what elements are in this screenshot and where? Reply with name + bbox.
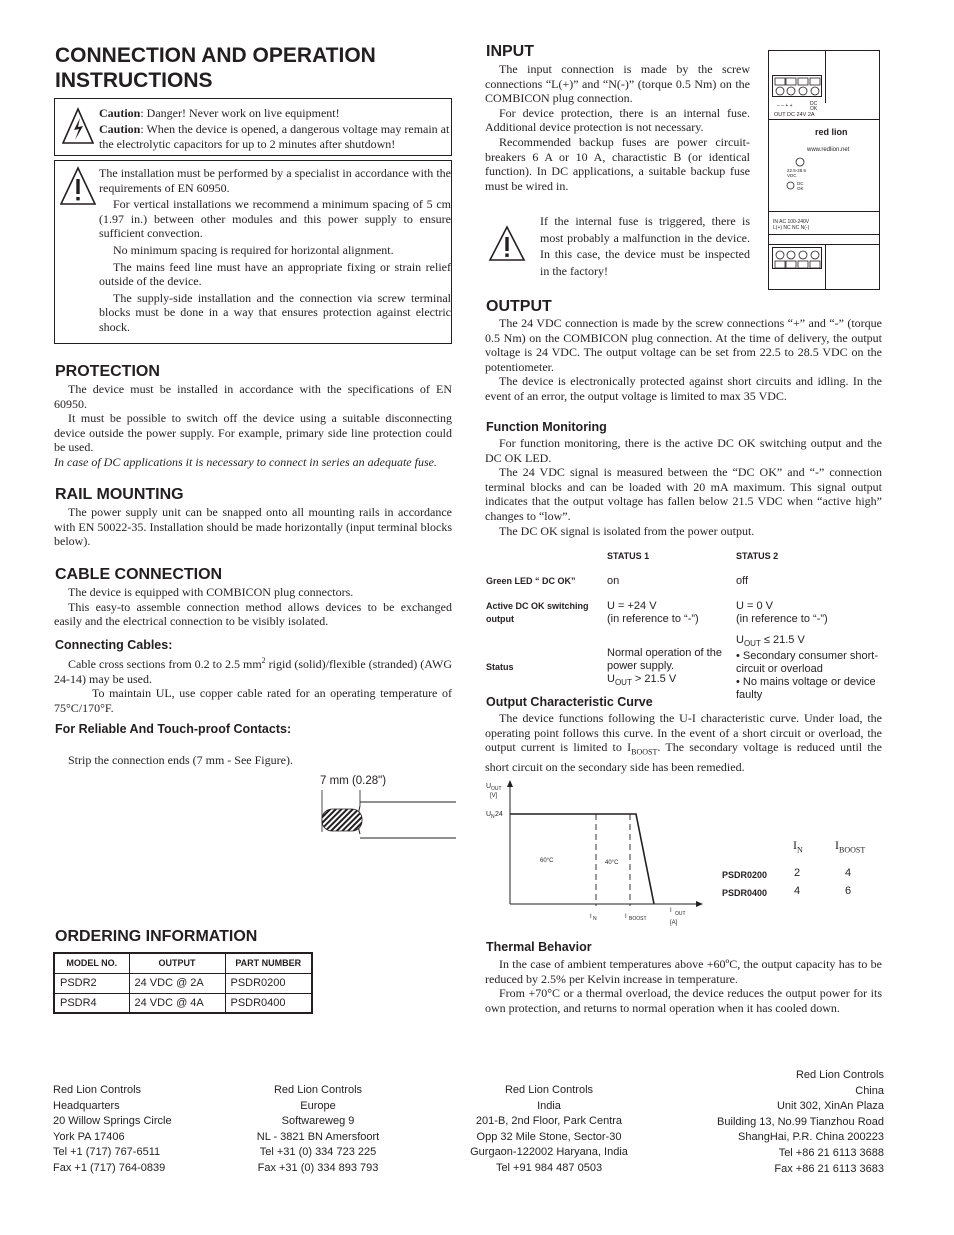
protection-text: The device must be installed in accordance with the specifications of EN 60950. It must be possible to switch off the device using a suitable disconnecting device outside the power supply. For example, primary side line protection could be used. In case of DC applications it is necessary to connect in series an adequate fuse. bbox=[54, 382, 452, 469]
fuse-warning-icon bbox=[488, 225, 526, 263]
ui-curve bbox=[510, 814, 654, 904]
status-table: STATUS 1 STATUS 2 Green LED “ DC OK” on off Active DC OK switching output U = +24 V (in reference to “-”) U = 0 V (in reference to “-”) Status Normal operation of the power supply. $U_{OUT} > 21.5$ V $U_{OUT} \le 21.5$ V • Secondary consumer short-circuit or overload • No mains voltage or device faulty bbox=[486, 549, 882, 704]
output-rating-label: OUT DC 24V 2A bbox=[774, 112, 815, 118]
svg-text:N: N bbox=[593, 916, 597, 922]
in-header: $I_N$ bbox=[793, 838, 803, 855]
connecting-cables-heading: Connecting Cables: bbox=[55, 638, 173, 652]
thermal-heading: Thermal Behavior bbox=[486, 940, 592, 954]
x-axis-label: I bbox=[670, 908, 672, 914]
table-row: Active DC OK switching output U = +24 V (in reference to “-”) U = 0 V (in reference to “-”) bbox=[486, 599, 828, 625]
table-row: PSDR2 24 VDC @ 2A PSDR0200 bbox=[54, 973, 312, 993]
warning-icon bbox=[60, 166, 96, 206]
rail-text: The power supply unit can be snapped onto all mounting rails in accordance with EN 50022-35. Installation should be made horizontally (input terminal blocks below). bbox=[54, 505, 452, 549]
iboost-header: $I_{BOOST}$ bbox=[835, 838, 866, 855]
ui-characteristic-chart bbox=[484, 778, 714, 928]
x-tick-iboost: I bbox=[625, 914, 627, 920]
caution-text: Caution: Danger! Never work on live equipment! Caution: When the device is opened, a dangerous voltage may remain at the electrolytic capacitors for up to 2 minutes after shutdown! bbox=[99, 106, 450, 151]
page-title: CONNECTION AND OPERATION INSTRUCTIONS bbox=[55, 44, 376, 92]
svg-text:N: N bbox=[491, 814, 495, 820]
thermal-text: In the case of ambient temperatures above +60ºC, the output capacity has to be reduced by 2.5% per Kelvin increase in temperature. From +70°C or a thermal overload, the device reduces the output power for its own protection, and returns to normal operation when it has cooled down. bbox=[485, 957, 882, 1015]
device-url: www.redlion.net bbox=[807, 147, 850, 153]
output-terminal-block bbox=[772, 75, 822, 97]
table-row: Green LED “ DC OK” on off bbox=[486, 575, 749, 588]
input-heading: INPUT bbox=[486, 43, 534, 60]
led-icon bbox=[786, 181, 795, 190]
table-row: Status Normal operation of the power supply. $U_{OUT} > 21.5$ V $U_{OUT} \le 21.5$ V • Secondary consumer short-circuit or overload • No mains voltage or device faulty bbox=[486, 633, 879, 701]
connecting-cables-text: Cable cross sections from 0.2 to 2.5 $mm^2$ rigid (solid)/flexible (stranded) (AWG 24-14) may be used. To maintain UL, use copper cable rated for an operating temperature of 75°C/170°F. bbox=[54, 656, 452, 715]
temp-40-label: 40°C bbox=[605, 860, 619, 866]
curve-heading: Output Characteristic Curve bbox=[486, 695, 653, 709]
footer-europe: Red Lion Controls Europe Softwareweg 9 NL - 3821 BN Amersfoort Tel +31 (0) 334 723 225 Fax +31 (0) 334 893 793 bbox=[256, 1084, 380, 1174]
ordering-heading: ORDERING INFORMATION bbox=[55, 928, 258, 945]
cable-heading: CABLE CONNECTION bbox=[55, 566, 223, 583]
brand-logo: red lion bbox=[815, 127, 848, 137]
electric-hazard-icon bbox=[62, 107, 94, 145]
installation-text: The installation must be performed by a specialist in accordance with the requirements of EN 60950. For vertical installations we recommend a minimum spacing of 5 cm (1.97 in.) between other modules and this power supply to ensure sufficient convection. No minimum spacing is required for horizontal alignment. The mains feed line must have an appropriate fixing or strain relief outside of the device. The supply-side installation and the connection via screw terminal blocks must be done in a way that ensures protection against electric shock. bbox=[99, 166, 451, 334]
curve-text: The device functions following the U-I characteristic curve. Under load, the operating point follows this curve. In the event of a short circuit or overload, the output current is limited to $I_{BOOST}$. The secondary voltage is reduced until the short circuit on the secondary side has been remedied. bbox=[485, 711, 882, 775]
svg-text:[V]: [V] bbox=[490, 793, 498, 799]
touch-proof-heading: For Reliable And Touch-proof Contacts: bbox=[55, 722, 292, 736]
rail-heading: RAIL MOUNTING bbox=[55, 486, 184, 503]
input-terminal-block bbox=[772, 247, 822, 269]
stripped-wire-figure bbox=[316, 788, 456, 840]
x-tick-in: I bbox=[590, 914, 592, 920]
table-row: PSDR4 24 VDC @ 4A PSDR0400 bbox=[54, 993, 312, 1013]
caution-box bbox=[54, 98, 452, 156]
output-heading: OUTPUT bbox=[486, 298, 552, 315]
svg-text:24: 24 bbox=[495, 811, 503, 818]
strip-text: Strip the connection ends (7 mm - See Figure). bbox=[68, 753, 293, 767]
svg-text:[A]: [A] bbox=[670, 920, 678, 926]
y-axis-arrow bbox=[507, 780, 513, 787]
table-row: PSDR0200 bbox=[722, 870, 768, 880]
fuse-note: If the internal fuse is triggered, there is most probably a malfunction in the device. In this case, the device must be inspected in the factory! bbox=[540, 214, 750, 278]
ordering-table bbox=[53, 952, 313, 1014]
svg-text:OUT: OUT bbox=[491, 786, 502, 792]
svg-text:BOOST: BOOST bbox=[629, 916, 647, 922]
cable-text: The device is equipped with COMBICON plug connectors. This easy-to assemble connection method allows devices to be exchanged easily and the electrical connection to be visibly isolated. bbox=[54, 585, 452, 629]
footer-china: Red Lion Controls China Unit 302, XinAn Plaza Building 13, No.99 Tianzhou Road ShangHai, P.R. China 200223 Tel +86 21 6113 3688 Fax +86 21 6113 3683 bbox=[717, 1069, 884, 1175]
un-label: U bbox=[486, 811, 492, 818]
installation-warning-box bbox=[54, 160, 452, 344]
temp-60-label: 60°C bbox=[540, 858, 554, 864]
svg-text:OUT: OUT bbox=[675, 911, 686, 917]
table-row: PSDR0400 bbox=[722, 888, 768, 898]
input-text: The input connection is made by the screw connections “L(+)” and “N(-)” (torque 0.5 Nm) on the COMBICON plug connection. For device protection, there is an internal fuse. Additional device protection is not necessary. Recommended backup fuses are power circuit-breakers 6 A or 10 A, charactistic B (or identical function). In DC applications, a suitable backup fuse must be wired in. bbox=[485, 62, 750, 193]
strip-length-label: 7 mm (0.28") bbox=[320, 775, 387, 787]
protection-heading: PROTECTION bbox=[55, 363, 160, 380]
y-axis-label: U bbox=[486, 783, 492, 790]
output-text: The 24 VDC connection is made by the screw connections “+” and “-” (torque 0.5 Nm) on the COMBICON plug connection. At the time of delivery, the output voltage is 24 VDC. The output voltage can be set from 22.5 to 28.5 VDC on the potentiometer. The device is electronically protected against short circuits and idling. In the event of an error, the output voltage is limited to max 35 VDC. bbox=[485, 316, 882, 403]
function-monitoring-text: For function monitoring, there is the active DC OK switching output and the DC OK LED. The 24 VDC signal is measured between the “DC OK” and “-” connection terminal blocks and can be loaded with 20 mA maximum. This signal output indicates that the output voltage has fallen below 21.5 VDC when “active high” changes to “low”. The DC OK signal is isolated from the power output. bbox=[485, 436, 882, 538]
x-axis-arrow bbox=[696, 901, 703, 907]
ordering-header-row: MODEL NO. OUTPUT PART NUMBER bbox=[54, 953, 312, 973]
function-monitoring-heading: Function Monitoring bbox=[486, 420, 607, 434]
footer-hq: Red Lion Controls Headquarters 20 Willow Springs Circle York PA 17406 Tel +1 (717) 767-6511 Fax +1 (717) 764-0839 bbox=[53, 1084, 172, 1174]
potentiometer-icon bbox=[795, 157, 805, 167]
footer-india: Red Lion Controls India 201-B, 2nd Floor, Park Centra Opp 32 Mile Stone, Sector-30 Gurgaon-122002 Haryana, India Tel +91 984 487 0503 bbox=[470, 1084, 628, 1174]
device-drawing: – – + + DC OK OUT DC 24V 2A red lion www.redlion.net 22.5-28.5 VDC DC OK IN AC 100-240V L(+) NC NC N(-) bbox=[768, 50, 880, 290]
